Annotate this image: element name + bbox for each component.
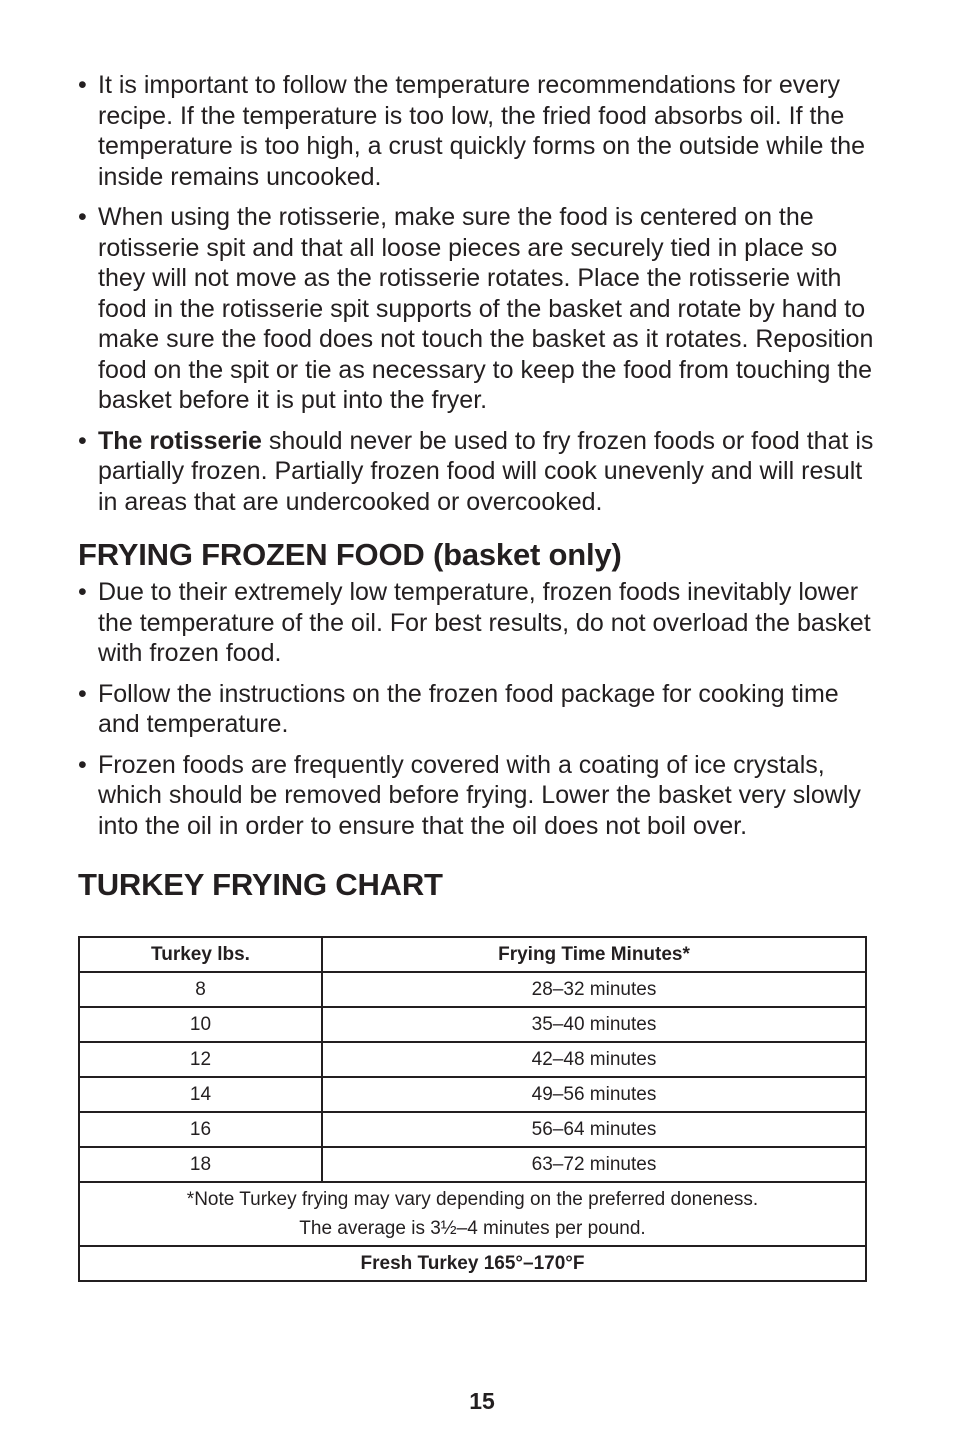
bullet-icon: •	[78, 750, 87, 779]
table-row	[79, 1112, 866, 1147]
weight-cell: 8	[79, 972, 322, 1007]
bullet-icon: •	[78, 71, 87, 99]
table-row	[79, 1007, 866, 1042]
bullet-icon: •	[78, 426, 87, 455]
time-cell: 28–32 minutes	[322, 972, 866, 1007]
bullet-icon: •	[78, 203, 87, 231]
table-row	[79, 972, 866, 1007]
top-bullet-list	[78, 70, 878, 517]
list-item	[78, 679, 878, 740]
note-line-1: *Note Turkey frying may vary depending on the preferred doneness.	[186, 1189, 759, 1210]
time-cell: 35–40 minutes	[322, 1007, 866, 1042]
list-item	[78, 70, 878, 192]
frozen-food-heading: FRYING FROZEN FOOD (basket only)	[78, 537, 622, 572]
column-header-time: Frying Time Minutes*	[322, 937, 866, 972]
table-header-row	[79, 937, 866, 972]
table-row	[79, 1042, 866, 1077]
note-line-2: The average is 3½–4 minutes per pound.	[299, 1218, 646, 1239]
turkey-frying-table	[78, 936, 867, 1282]
bullet-text: Due to their extremely low temperature, frozen foods inevitably lower the temperature of the oil. For best results, do not overload the basket with frozen food.	[98, 578, 871, 667]
time-cell: 42–48 minutes	[322, 1042, 866, 1077]
table-row	[79, 1077, 866, 1112]
bullet-bold-lead: The rotisserie	[98, 426, 262, 455]
list-item	[78, 202, 878, 416]
weight-cell: 16	[79, 1112, 322, 1147]
table-note	[79, 1182, 866, 1246]
time-cell: 49–56 minutes	[322, 1077, 866, 1112]
page-content	[78, 70, 878, 1282]
bullet-text: It is important to follow the temperature recommendations for every recipe. If the temperature is too low, the fried food absorbs oil. If the temperature is too high, a crust quickly forms on the outside while the inside remains uncooked.	[98, 71, 866, 191]
weight-cell: 18	[79, 1147, 322, 1182]
weight-cell: 10	[79, 1007, 322, 1042]
bullet-icon: •	[78, 679, 87, 708]
time-cell: 56–64 minutes	[322, 1112, 866, 1147]
frozen-bullet-list	[78, 577, 878, 841]
weight-cell: 14	[79, 1077, 322, 1112]
fresh-turkey-temperature: Fresh Turkey 165°–170°F	[79, 1246, 866, 1281]
table-footer-row	[79, 1246, 866, 1281]
list-item	[78, 750, 878, 842]
bullet-text: Frozen foods are frequently covered with a coating of ice crystals, which should be removed before frying. Lower the basket very slowly into the oil in order to ensure that the oil does not boil over.	[98, 750, 861, 840]
bullet-text: When using the rotisserie, make sure the food is centered on the rotisserie spit and that all loose pieces are securely tied in place so they will not move as the rotisserie rotates. Place the rotisserie with food in the rotisserie spit supports of the basket and rotate by hand to make sure the food does not touch the basket as it rotates. Reposition food on the spit or tie as necessary to keep the food from touching the basket before it is put into the fryer.	[98, 203, 874, 414]
turkey-chart-heading: TURKEY FRYING CHART	[78, 867, 443, 902]
bullet-text: Follow the instructions on the frozen food package for cooking time and temperature.	[98, 679, 839, 738]
bullet-icon: •	[78, 578, 87, 606]
list-item	[78, 577, 878, 669]
time-cell: 63–72 minutes	[322, 1147, 866, 1182]
column-header-weight: Turkey lbs.	[79, 937, 322, 972]
weight-cell: 12	[79, 1042, 322, 1077]
list-item	[78, 426, 878, 518]
bullet-text: should never be used to fry frozen foods or food that is partially frozen. Partially frozen food will cook unevenly and will result in areas that are undercooked or overcooked.	[98, 426, 874, 516]
table-note-row	[79, 1182, 866, 1246]
table-row	[79, 1147, 866, 1182]
page-number: 15	[469, 1388, 495, 1414]
